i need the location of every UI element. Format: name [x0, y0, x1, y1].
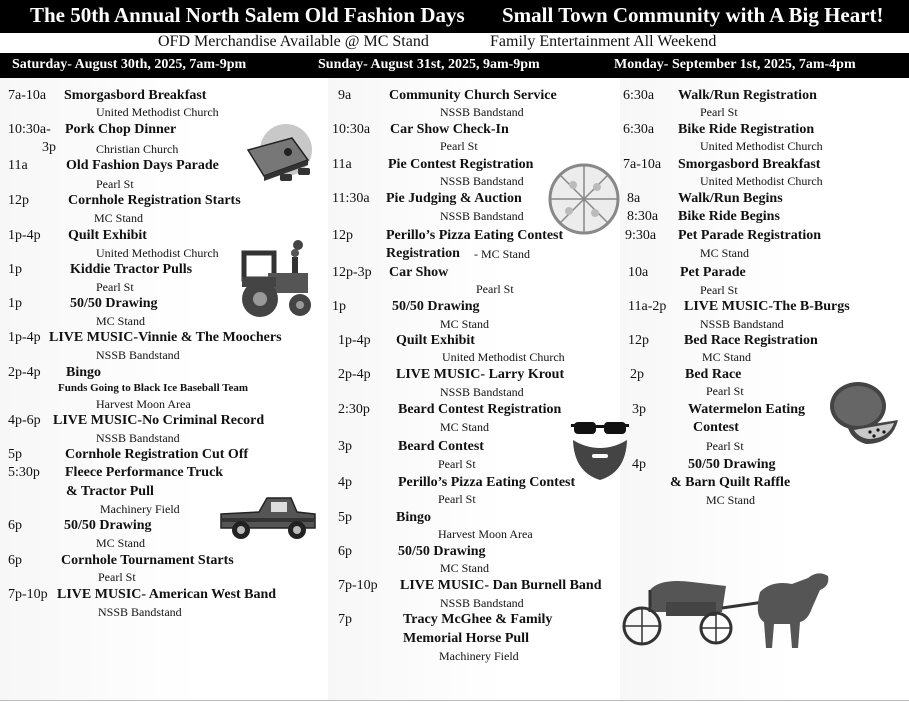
bottom-divider	[0, 700, 909, 701]
day-label-sunday: Sunday- August 31st, 2025, 9am-9pm	[318, 57, 540, 72]
pickup-truck-icon	[217, 492, 319, 542]
title-banner	[0, 0, 909, 33]
tagline: Small Town Community with A Big Heart!	[502, 3, 884, 27]
tractor-icon	[238, 237, 318, 319]
page-title: The 50th Annual North Salem Old Fashion Days	[30, 3, 465, 27]
cornhole-icon	[242, 120, 320, 188]
pizza-icon	[545, 161, 623, 237]
day-label-saturday: Saturday- August 30th, 2025, 7am-9pm	[12, 57, 247, 72]
horse-buggy-icon	[622, 568, 836, 654]
day-header-bar	[0, 53, 909, 78]
day-label-monday: Monday- September 1st, 2025, 7am-4pm	[614, 57, 856, 72]
family-note: Family Entertainment All Weekend	[490, 33, 717, 50]
bearded-man-icon	[570, 414, 630, 484]
watermelon-icon	[826, 376, 902, 448]
merch-note: OFD Merchandise Available @ MC Stand	[158, 33, 429, 50]
